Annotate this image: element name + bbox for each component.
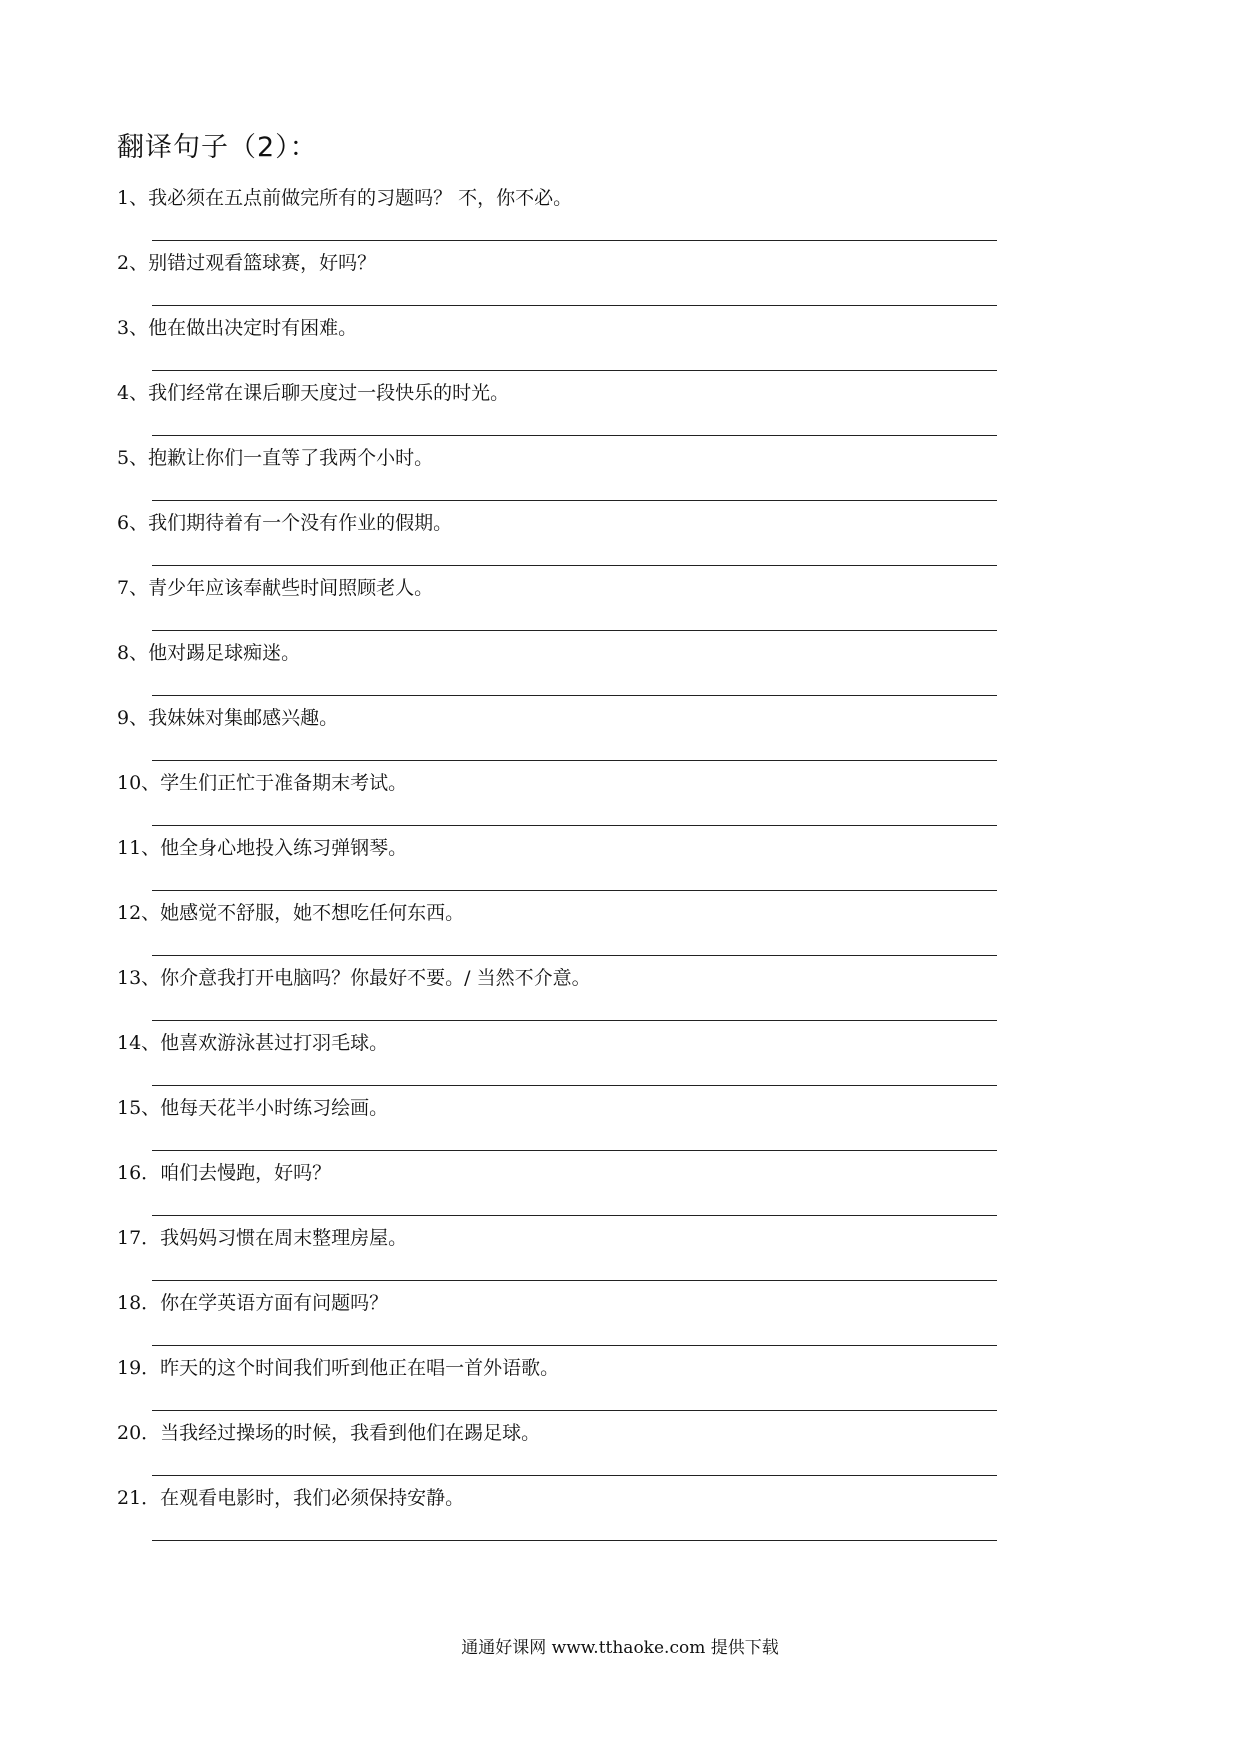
sentence-item — [117, 1025, 997, 1090]
sentence-item — [117, 1285, 997, 1350]
answer-line[interactable] — [152, 1540, 997, 1541]
sentence-text: 2、别错过观看篮球赛，好吗？ — [117, 252, 377, 274]
sentence-item — [117, 895, 997, 960]
answer-line[interactable] — [152, 1410, 997, 1411]
sentence-item — [117, 245, 997, 310]
answer-line[interactable] — [152, 500, 997, 501]
sentence-text: 14、他喜欢游泳甚过打羽毛球。 — [117, 1032, 389, 1054]
sentence-item — [117, 375, 997, 440]
answer-line[interactable] — [152, 1280, 997, 1281]
sentence-text: 18．你在学英语方面有问题吗？ — [117, 1292, 389, 1314]
sentence-text: 12、她感觉不舒服，她不想吃任何东西。 — [117, 902, 465, 924]
answer-line[interactable] — [152, 825, 997, 826]
sentence-text: 16．咱们去慢跑，好吗？ — [117, 1162, 332, 1184]
sentence-text: 5、抱歉让你们一直等了我两个小时。 — [117, 447, 434, 469]
sentence-item — [117, 830, 997, 895]
answer-line[interactable] — [152, 1345, 997, 1346]
sentence-item — [117, 700, 997, 765]
answer-line[interactable] — [152, 1150, 997, 1151]
answer-line[interactable] — [152, 305, 997, 306]
sentence-text: 17．我妈妈习惯在周末整理房屋。 — [117, 1227, 408, 1249]
sentence-list — [117, 180, 997, 1545]
answer-line[interactable] — [152, 955, 997, 956]
answer-line[interactable] — [152, 1085, 997, 1086]
worksheet-title: 翻译句子（2）： — [117, 132, 318, 163]
sentence-text: 8、他对踢足球痴迷。 — [117, 642, 301, 664]
sentence-text: 19．昨天的这个时间我们听到他正在唱一首外语歌。 — [117, 1357, 560, 1379]
answer-line[interactable] — [152, 1475, 997, 1476]
sentence-item — [117, 960, 997, 1025]
sentence-item — [117, 1220, 997, 1285]
sentence-item — [117, 505, 997, 570]
sentence-text: 4、我们经常在课后聊天度过一段快乐的时光。 — [117, 382, 510, 404]
answer-line[interactable] — [152, 1215, 997, 1216]
footer-credit: 通通好课网 www.tthaoke.com 提供下载 — [461, 1638, 779, 1658]
answer-line[interactable] — [152, 890, 997, 891]
sentence-text: 13、你介意我打开电脑吗？你最好不要。/ 当然不介意。 — [117, 967, 591, 989]
sentence-item — [117, 1090, 997, 1155]
sentence-item — [117, 1155, 997, 1220]
sentence-text: 6、我们期待着有一个没有作业的假期。 — [117, 512, 453, 534]
sentence-text: 10、学生们正忙于准备期末考试。 — [117, 772, 408, 794]
sentence-item — [117, 310, 997, 375]
answer-line[interactable] — [152, 435, 997, 436]
sentence-text: 15、他每天花半小时练习绘画。 — [117, 1097, 389, 1119]
sentence-item — [117, 180, 997, 245]
answer-line[interactable] — [152, 370, 997, 371]
sentence-text: 7、青少年应该奉献些时间照顾老人。 — [117, 577, 434, 599]
answer-line[interactable] — [152, 760, 997, 761]
sentence-item — [117, 440, 997, 505]
answer-line[interactable] — [152, 695, 997, 696]
answer-line[interactable] — [152, 630, 997, 631]
sentence-item — [117, 765, 997, 830]
sentence-item — [117, 1415, 997, 1480]
sentence-text: 11、他全身心地投入练习弹钢琴。 — [117, 837, 408, 859]
sentence-text: 3、他在做出决定时有困难。 — [117, 317, 358, 339]
answer-line[interactable] — [152, 1020, 997, 1021]
answer-line[interactable] — [152, 240, 997, 241]
sentence-item — [117, 1480, 997, 1545]
sentence-text: 20．当我经过操场的时候，我看到他们在踢足球。 — [117, 1422, 541, 1444]
answer-line[interactable] — [152, 565, 997, 566]
sentence-item — [117, 635, 997, 700]
sentence-text: 1、我必须在五点前做完所有的习题吗？ 不，你不必。 — [117, 187, 573, 209]
sentence-item — [117, 570, 997, 635]
sentence-text: 9、我妹妹对集邮感兴趣。 — [117, 707, 339, 729]
sentence-text: 21．在观看电影时，我们必须保持安静。 — [117, 1487, 465, 1509]
sentence-item — [117, 1350, 997, 1415]
